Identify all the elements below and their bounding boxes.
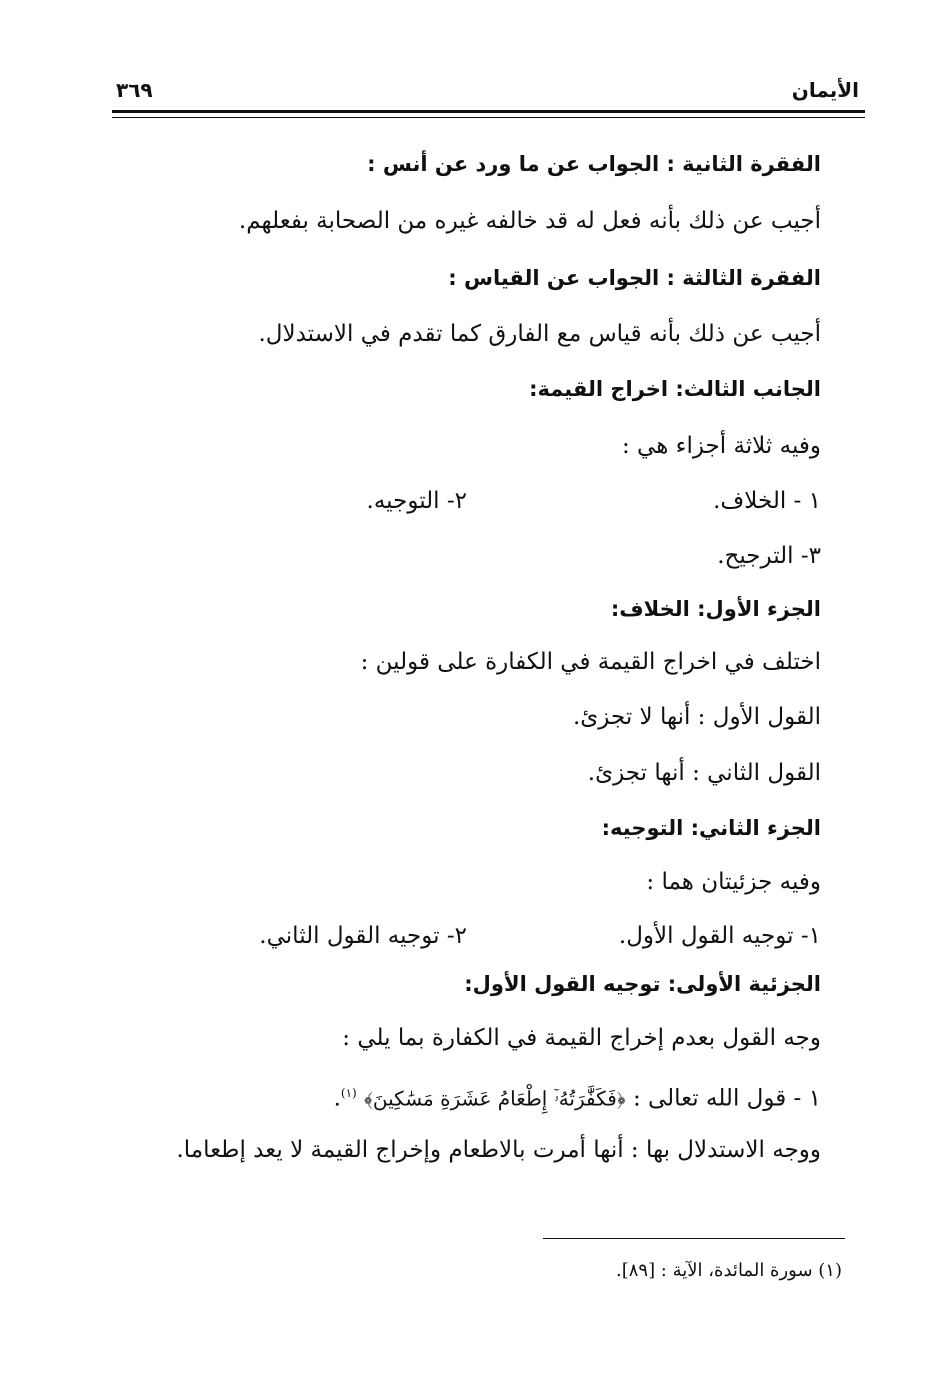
running-title: الأيمان (791, 78, 859, 102)
paragraph: أجيب عن ذلك بأنه قياس مع الفارق كما تقدم في الاستدلال. (258, 321, 821, 347)
paragraph: وفيه ثلاثة أجزاء هي : (621, 433, 821, 459)
page-header (112, 78, 865, 108)
footnote-rule (543, 1238, 845, 1239)
paragraph: القول الأول : أنها لا تجزئ. (572, 704, 821, 730)
paragraph: أجيب عن ذلك بأنه فعل له قد خالفه غيره من الصحابة بفعلهم. (238, 208, 821, 234)
footnote: (١) سورة المائدة، الآية : [٨٩]. (615, 1260, 842, 1281)
list-item: ١ - الخلاف. (713, 488, 821, 514)
section-heading: الجزء الثاني: التوجيه: (601, 816, 821, 840)
paragraph: ووجه الاستدلال بها : أنها أمرت بالاطعام وإخراج القيمة لا يعد إطعاما. (176, 1137, 821, 1163)
section-heading: الفقرة الثالثة : الجواب عن القياس : (448, 266, 821, 290)
section-heading: الجانب الثالث: اخراج القيمة: (529, 377, 821, 401)
section-heading: الجزء الأول: الخلاف: (610, 597, 821, 621)
quran-verse: ﴿فَكَفَّٰرَتُهُۥٓ إِطْعَامُ عَشَرَةِ مَسَٰكِينَ﴾ (364, 1086, 626, 1111)
citation-end: . (333, 1085, 341, 1112)
header-rule-thick (112, 110, 865, 113)
section-heading: الجزئية الأولى: توجيه القول الأول: (464, 972, 821, 996)
list-item: ١- توجيه القول الأول. (618, 923, 821, 949)
quran-citation-line (334, 1077, 821, 1115)
header-rule-thin (112, 117, 865, 118)
footnote-marker: (١) (340, 1086, 357, 1100)
paragraph: وجه القول بعدم إخراج القيمة في الكفارة بما يلي : (342, 1025, 821, 1051)
paragraph: القول الثاني : أنها تجزئ. (587, 760, 821, 786)
section-heading: الفقرة الثانية : الجواب عن ما ورد عن أنس : (367, 152, 821, 176)
list-item: ٣- الترجيح. (717, 543, 821, 569)
paragraph: وفيه جزئيتان هما : (646, 869, 821, 895)
list-item: ٢- توجيه القول الثاني. (259, 923, 467, 949)
paragraph: اختلف في اخراج القيمة في الكفارة على قولين : (360, 649, 821, 675)
list-item: ٢- التوجيه. (366, 488, 467, 514)
page-number: ٣٦٩ (116, 78, 153, 102)
citation-prefix: ١ - قول الله تعالى : (632, 1085, 821, 1112)
